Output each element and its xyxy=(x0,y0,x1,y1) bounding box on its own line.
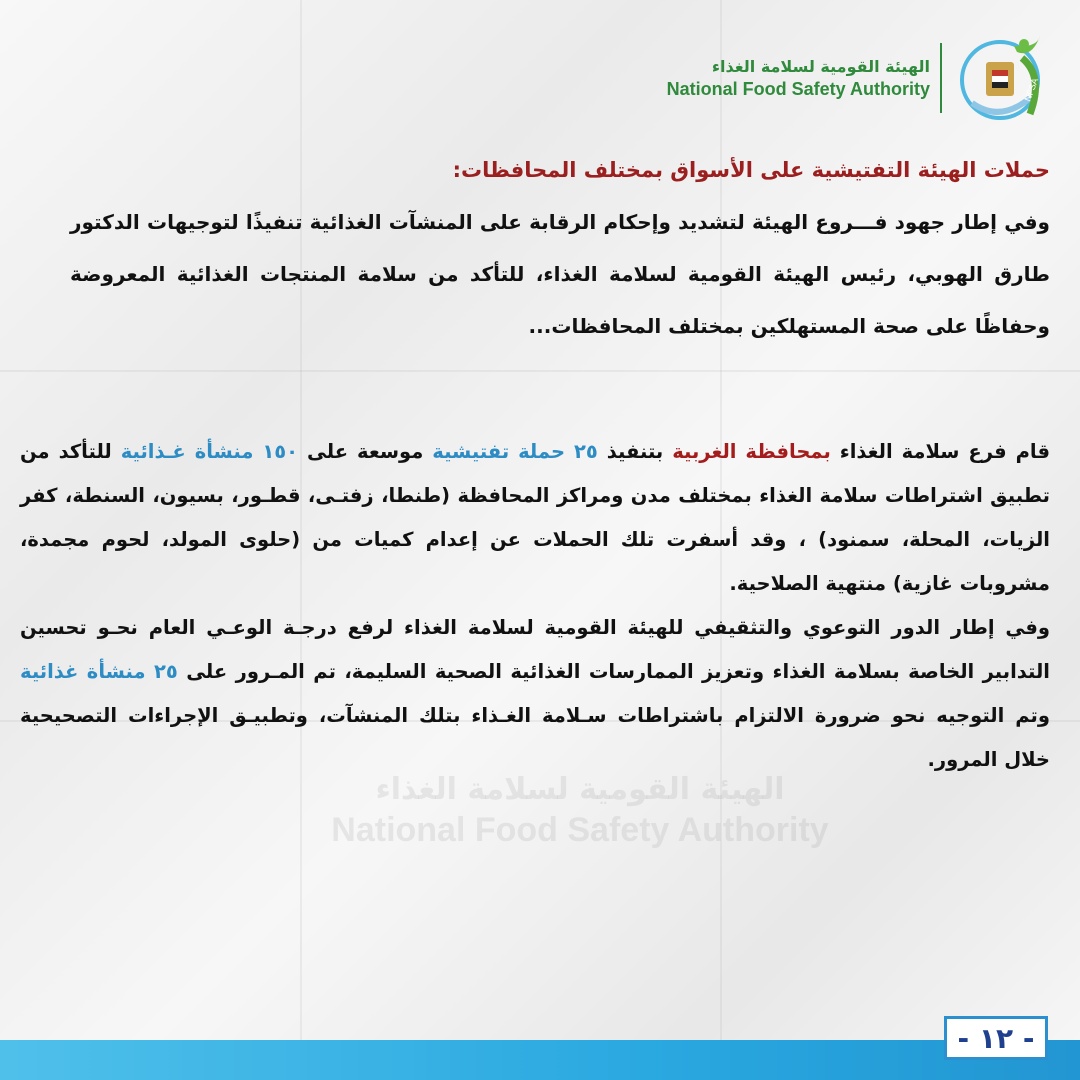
text-span: موسعة على xyxy=(307,440,424,463)
brand-text xyxy=(667,56,930,100)
watermark-en: National Food Safety Authority xyxy=(331,811,829,849)
watermark xyxy=(330,770,830,850)
logo-acronym: NFSA xyxy=(1022,76,1041,103)
paragraph-inspections xyxy=(20,430,1050,606)
section-title: حملات الهيئة التفتيشية على الأسواق بمختلف المحافظات: xyxy=(452,158,1050,182)
nfsa-logo-icon xyxy=(952,28,1052,128)
brand-name-en: National Food Safety Authority xyxy=(666,79,930,99)
facilities-highlight: ١٥٠ منشأة غـذائية xyxy=(120,440,299,463)
text-span: للتأكد من تطبيق اشتراطات سلامة الغذاء بمختلف مدن ومراكز المحافظة (طنطا، زفتـى، قطـور، بسيون، السنطة، كفر الزيات، المحلة، سمنود) ، وقد أسفرت تلك الحملات عن إعدام كميات من (حلوى المولد، لحوم مجمدة، مشروبات غازية) منتهية الصلاحية. xyxy=(20,440,1050,595)
text-span: بتنفيذ xyxy=(606,440,664,463)
page-number: - ١٢ - xyxy=(944,1016,1048,1060)
intro-paragraph: وفي إطار جهود فـــروع الهيئة لتشديد وإحكام الرقابة على المنشآت الغذائية تنفيذًا لتوجيهات الدكتور طارق الهوبي، رئيس الهيئة القومية لسلامة الغذاء، للتأكد من سلامة المنتجات الغذائية المعروضة وحفاظًا على صحة المستهلكين بمختلف المحافظات... xyxy=(70,210,1050,338)
footer-bar xyxy=(0,1040,1080,1080)
watermark-ar: الهيئة القومية لسلامة الغذاء xyxy=(375,772,785,807)
body-text xyxy=(20,430,1050,782)
text-span: قام فرع سلامة الغذاء xyxy=(839,440,1050,463)
governorate-highlight: بمحافظة الغربية xyxy=(672,440,831,463)
text-span: وتم التوجيه نحو ضرورة الالتزام باشتراطات سـلامة الغـذاء بتلك المنشآت، وتطبيـق الإجراءات التصحيحية خلال المرور. xyxy=(20,704,1050,771)
visited-facilities-highlight: ٢٥ منشأة غذائية xyxy=(20,660,178,683)
brand-divider xyxy=(940,43,942,113)
campaigns-highlight: ٢٥ حملة تفتيشية xyxy=(432,440,598,463)
paragraph-awareness xyxy=(20,606,1050,782)
brand-name-ar: الهيئة القومية لسلامة الغذاء xyxy=(711,57,930,76)
text-span: وفي إطار الدور التوعوي والتثقيفي للهيئة القومية لسلامة الغذاء لرفع درجـة الوعـي العام نحـو تحسين التدابير الخاصة بسلامة الغذاء وتعزيز الممارسات الغذائية الصحية السليمة، تم المـرور على xyxy=(20,616,1050,683)
header xyxy=(667,28,1052,128)
paper-crease xyxy=(0,370,1080,372)
